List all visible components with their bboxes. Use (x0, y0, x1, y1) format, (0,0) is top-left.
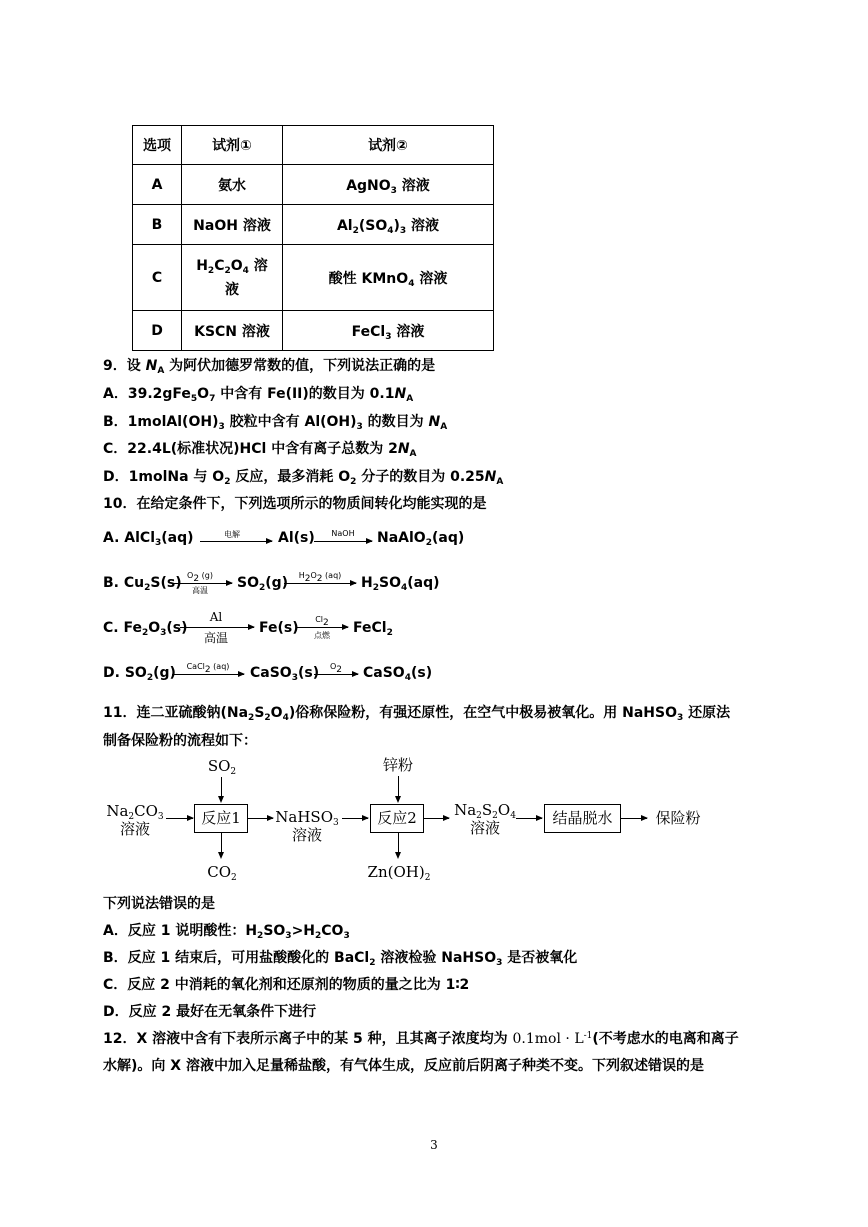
q10-c-start: C. $Fe_2O_3(s)$ (103, 620, 188, 638)
q12-line1: 12．X 溶液中含有下表所示离子中的某 5 种，且其离子浓度均为 $0.1mol \cdot L^{-1}$(不考虑水的电离和离子 (103, 1031, 739, 1047)
cell-reagent2: AgNO$_3$ 溶液 (283, 165, 494, 205)
arrow (620, 818, 647, 819)
arrow (516, 818, 542, 819)
cell-option: B (133, 205, 182, 245)
q10-c-cond2-top: $Cl_2$ (315, 615, 329, 628)
cell-reagent1: NaOH 溶液 (182, 205, 283, 245)
q10-b-end: $H_2SO_4(aq)$ (361, 575, 440, 593)
cell-option: A (133, 165, 182, 205)
q10-b-cond1-top: $O_2$ (g) (187, 571, 213, 584)
cell-reagent2: FeCl$_3$ 溶液 (283, 311, 494, 351)
table-row (133, 245, 494, 311)
cell-option: C (133, 245, 182, 311)
table-header-reagent2: 试剂② (283, 126, 494, 165)
q10-b-cond2: $H_2O_2$ (aq) (298, 571, 342, 584)
q10-c-cond1-bottom: 高温 (203, 631, 228, 645)
q11-stem-line1: 11．连二亚硫酸钠$(Na_2S_2O_4)$俗称保险粉，有强还原性，在空气中极易被氧化。用 NaHSO$_3$ 还原法 (103, 705, 731, 723)
cell-option: D (133, 311, 182, 351)
q9-option-b: B．$1molAl(OH)_3$ 胶粒中含有 $Al(OH)_3$ 的数目为 $N_A$ (103, 414, 448, 432)
arrow (314, 541, 372, 542)
arrow-head (218, 852, 224, 859)
q11-option-d: D．反应 2 最好在无氧条件下进行 (103, 1004, 317, 1020)
arrow (342, 818, 368, 819)
cell-reagent1: KSCN 溶液 (182, 311, 283, 351)
cell-reagent2: $Al_2(SO_4)_3$ 溶液 (283, 205, 494, 245)
q10-d-cond2: $O_2$ (329, 662, 343, 675)
q10-d-start: D. $SO_2(g)$ (103, 665, 176, 683)
cell-reagent2: 酸性 KMnO$_4$ 溶液 (283, 245, 494, 311)
table-row (133, 165, 494, 205)
q10-b-mid: $SO_2(g)$ (237, 575, 289, 593)
flow-box-crystallize: 结晶脱水 (544, 804, 621, 833)
q11-sub-stem: 下列说法错误的是 (103, 896, 215, 912)
flow-box-reaction1: 反应1 (194, 804, 248, 833)
arrow (423, 818, 449, 819)
arrow (172, 674, 244, 675)
arrow-head (395, 852, 401, 859)
q9-stem: 9．设 $N_A$ 为阿伏加德罗常数的值，下列说法正确的是 (103, 358, 436, 376)
flow-so2: $SO_2$ (207, 757, 237, 777)
flow-out: $Na_2S_2O_4$ 溶液 (454, 801, 516, 837)
arrow-head (218, 796, 224, 803)
q9-option-d: D．1molNa 与 $O_2$ 反应，最多消耗 $O_2$ 分子的数目为 $0.25N_A$ (103, 469, 504, 487)
flow-box-reaction2: 反应2 (370, 804, 424, 833)
q10-a-mid: Al(s) (278, 530, 315, 546)
page-number: 3 (430, 1138, 438, 1152)
q10-b-start: B. $Cu_2S(s)$ (103, 575, 182, 593)
table-row (133, 311, 494, 351)
q10-a-cond2: NaOH (331, 529, 355, 538)
table-row (133, 205, 494, 245)
flow-zinc: 锌粉 (382, 756, 413, 774)
q10-d-cond1: CaCl$_2$ (aq) (186, 662, 230, 675)
flow-product: 保险粉 (655, 809, 701, 827)
q11-option-a: A．反应 1 说明酸性：$H_2SO_3>H_2CO_3$ (103, 923, 350, 941)
cell-reagent1: 氨水 (182, 165, 283, 205)
flow-input: $Na_2CO_3$ 溶液 (106, 802, 164, 838)
q10-d-end: CaSO$_4$(s) (363, 665, 433, 683)
arrow (296, 627, 348, 628)
q9-option-a: A．$39.2gFe_5O_7$ 中含有 Fe(II)的数目为 $0.1N_A$ (103, 386, 414, 404)
q11-option-c: C．反应 2 中消耗的氧化剂和还原剂的物质的量之比为 1∶2 (103, 977, 470, 993)
cell-reagent1: $H_2C_2O_4$ 溶 液 (182, 245, 283, 311)
q12-line2: 水解)。向 X 溶液中加入足量稀盐酸，有气体生成，反应前后阴离子种类不变。下列叙述错误的是 (103, 1058, 704, 1074)
q10-c-cond2-bottom: 点燃 (314, 631, 330, 640)
arrow (247, 818, 273, 819)
flow-co2: $CO_2$ (207, 863, 237, 883)
arrow (180, 627, 254, 628)
reagent-table (132, 125, 494, 351)
arrow (200, 541, 272, 542)
q10-d-mid: CaSO$_3$(s) (250, 665, 320, 683)
q10-a-start: A. AlCl$_3$(aq) (103, 530, 194, 548)
arrow (284, 583, 356, 584)
q10-c-end: FeCl$_2$ (353, 620, 393, 638)
arrow (172, 583, 232, 584)
q11-option-b: B．反应 1 结束后，可用盐酸酸化的 BaCl$_2$ 溶液检验 NaHSO$_3$ 是否被氧化 (103, 950, 578, 968)
flow-znoh2: $Zn(OH)_2$ (367, 863, 431, 883)
arrow (166, 818, 193, 819)
arrow (314, 674, 358, 675)
flow-mid: NaHSO$_3$ 溶液 (275, 808, 339, 844)
q10-stem: 10．在给定条件下，下列选项所示的物质间转化均能实现的是 (103, 496, 487, 512)
arrow-head (395, 796, 401, 803)
table-header-reagent1: 试剂① (182, 126, 283, 165)
q10-c-cond1-top: Al (209, 610, 223, 624)
q9-option-c: C．22.4L(标准状况)HCl 中含有离子总数为 $2N_A$ (103, 441, 417, 459)
q10-a-cond1: 电解 (224, 530, 240, 539)
table-header-option: 选项 (133, 126, 182, 165)
q11-stem-line2: 制备保险粉的流程如下： (103, 733, 257, 749)
q10-a-end: NaAlO$_2$(aq) (377, 530, 465, 548)
q10-b-cond1-bottom: 高温 (192, 586, 208, 595)
q10-c-mid: Fe(s) (259, 620, 299, 636)
